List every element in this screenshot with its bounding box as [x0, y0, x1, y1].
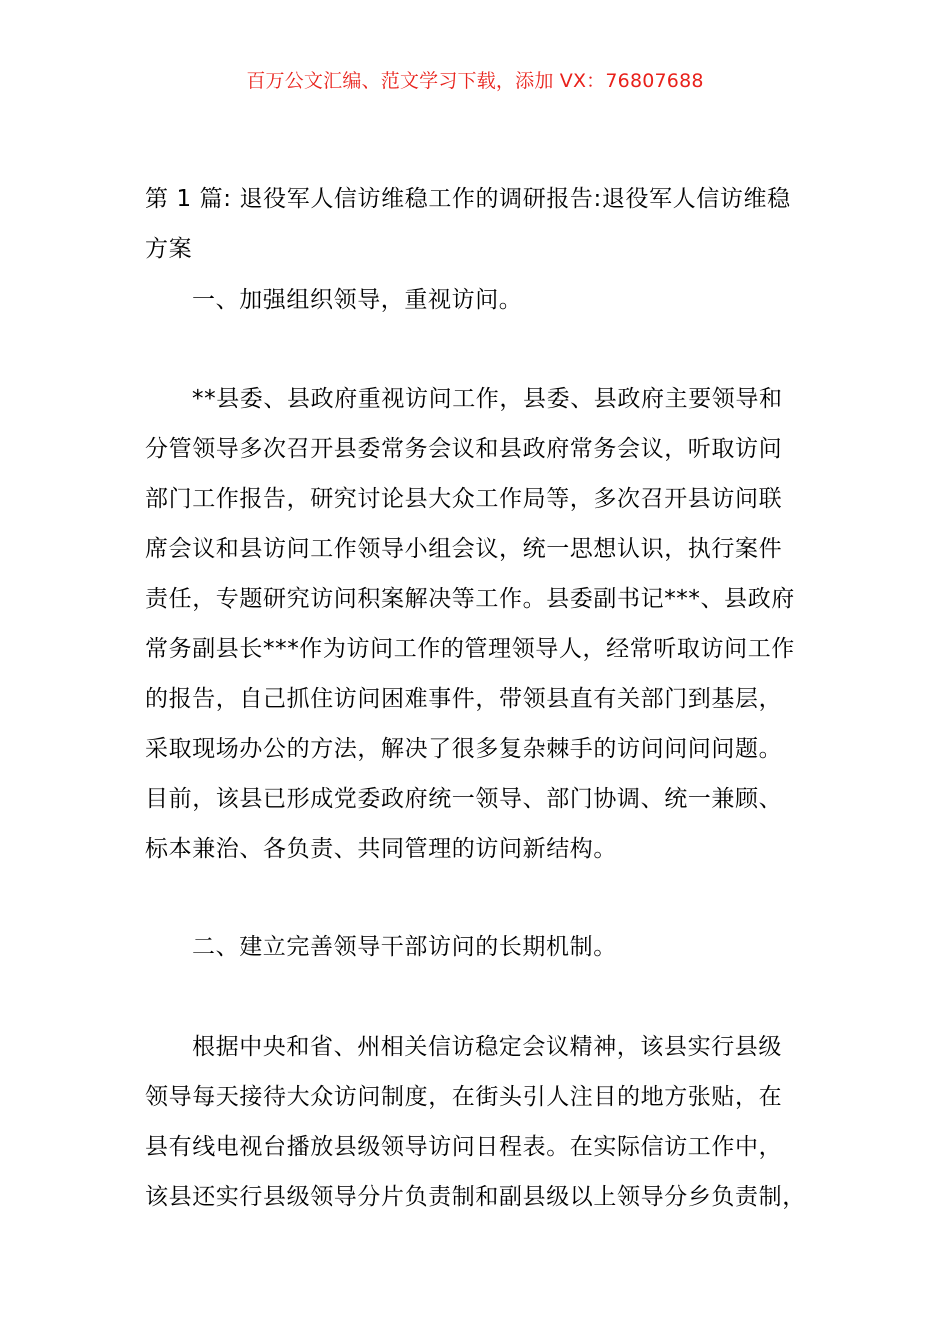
paragraph-1-line: 的报告，自己抓住访问困难事件，带领县直有关部门到基层， [145, 686, 783, 712]
paragraph-1-line: 责任，专题研究访问积案解决等工作。县委副书记***、县政府 [145, 586, 795, 612]
document-title-line-1: 第 1 篇: 退役军人信访维稳工作的调研报告:退役军人信访维稳 [145, 186, 791, 212]
paragraph-1-line: 目前，该县已形成党委政府统一领导、部门协调、统一兼顾、 [145, 786, 783, 812]
paragraph-1-line: 席会议和县访问工作领导小组会议，统一思想认识，执行案件 [145, 536, 783, 562]
paragraph-1-line: 采取现场办公的方法，解决了很多复杂棘手的访问问问问题。 [145, 736, 783, 762]
paragraph-1-line: 标本兼治、各负责、共同管理的访问新结构。 [145, 836, 617, 862]
paragraph-2-line: 根据中央和省、州相关信访稳定会议精神，该县实行县级 [192, 1034, 782, 1060]
paragraph-1-line: 分管领导多次召开县委常务会议和县政府常务会议，听取访问 [145, 436, 783, 462]
paragraph-1-line: **县委、县政府重视访问工作，县委、县政府主要领导和 [192, 386, 783, 412]
paragraph-1-line: 常务副县长***作为访问工作的管理领导人，经常听取访问工作 [145, 636, 795, 662]
section-1-heading: 一、加强组织领导，重视访问。 [192, 287, 523, 313]
section-2-heading: 二、建立完善领导干部访问的长期机制。 [192, 934, 617, 960]
document-title-line-2: 方案 [145, 236, 193, 262]
paragraph-2-line: 该县还实行县级领导分片负责制和副县级以上领导分乡负责制， [145, 1184, 806, 1210]
paragraph-1-line: 部门工作报告，研究讨论县大众工作局等，多次召开县访问联 [145, 486, 783, 512]
paragraph-2-line: 领导每天接待大众访问制度，在街头引人注目的地方张贴，在 [145, 1084, 783, 1110]
header-watermark-note: 百万公文汇编、范文学习下载，添加 VX：76807688 [246, 70, 704, 92]
paragraph-2-line: 县有线电视台播放县级领导访问日程表。在实际信访工作中， [145, 1134, 783, 1160]
